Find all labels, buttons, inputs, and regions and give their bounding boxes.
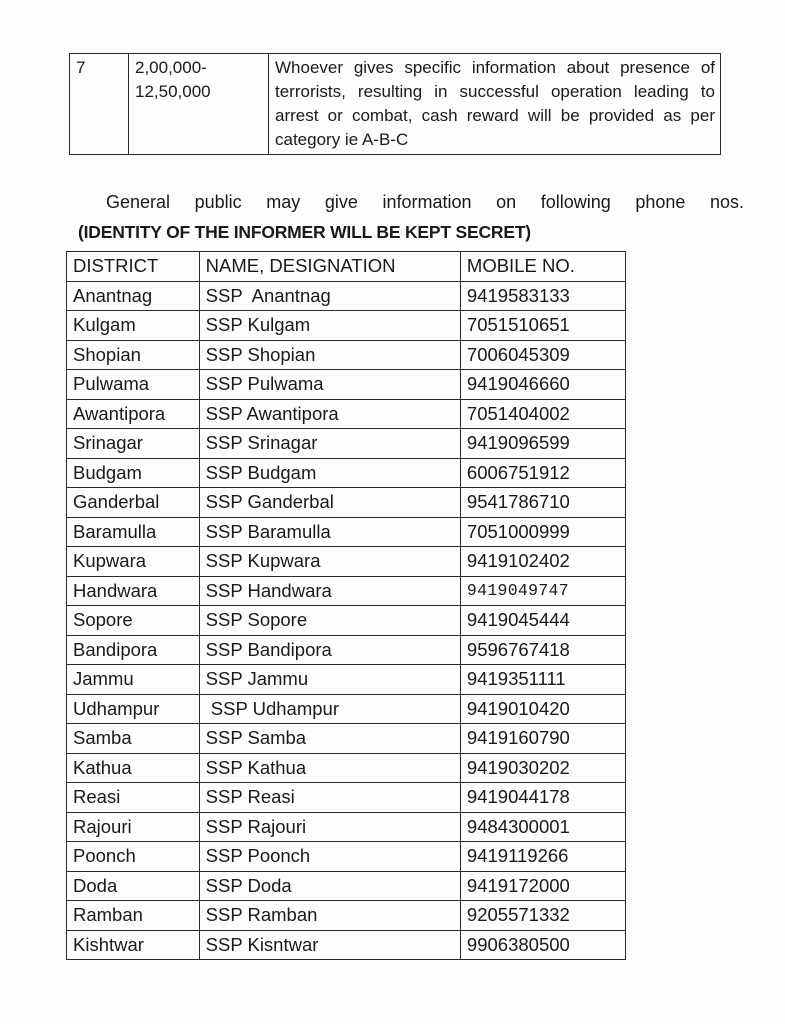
designation-cell: SSP Sopore — [199, 606, 460, 636]
district-cell: Kupwara — [67, 547, 200, 577]
header-name-designation: NAME, DESIGNATION — [199, 252, 460, 282]
district-cell: Anantnag — [67, 281, 200, 311]
mobile-number-cell: 9419046660 — [460, 370, 625, 400]
district-cell: Doda — [67, 871, 200, 901]
contact-row — [67, 753, 626, 783]
designation-cell: SSP Udhampur — [199, 694, 460, 724]
designation-cell: SSP Pulwama — [199, 370, 460, 400]
district-cell: Sopore — [67, 606, 200, 636]
contact-row — [67, 930, 626, 960]
designation-cell: SSP Poonch — [199, 842, 460, 872]
mobile-number-cell: 9596767418 — [460, 635, 625, 665]
contact-row — [67, 665, 626, 695]
contact-row — [67, 576, 626, 606]
mobile-number-cell: 9419351111 — [460, 665, 625, 695]
mobile-number-cell: 7051404002 — [460, 399, 625, 429]
contact-row — [67, 370, 626, 400]
mobile-number-cell: 9484300001 — [460, 812, 625, 842]
contact-row — [67, 694, 626, 724]
mobile-number-cell: 7051510651 — [460, 311, 625, 341]
contact-row — [67, 488, 626, 518]
mobile-number-cell: 9541786710 — [460, 488, 625, 518]
contact-row — [67, 724, 626, 754]
designation-cell: SSP Kisntwar — [199, 930, 460, 960]
contact-row — [67, 429, 626, 459]
mobile-number-cell: 9419160790 — [460, 724, 625, 754]
informer-secret-notice: (IDENTITY OF THE INFORMER WILL BE KEPT SECRET) — [78, 222, 531, 242]
contact-row — [67, 842, 626, 872]
contact-row — [67, 547, 626, 577]
district-cell: Srinagar — [67, 429, 200, 459]
district-cell: Reasi — [67, 783, 200, 813]
contact-row — [67, 458, 626, 488]
mobile-number-cell: 9205571332 — [460, 901, 625, 931]
designation-cell: SSP Reasi — [199, 783, 460, 813]
contact-row — [67, 517, 626, 547]
contact-row — [67, 871, 626, 901]
mobile-number-cell: 9419172000 — [460, 871, 625, 901]
designation-cell: SSP Anantnag — [199, 281, 460, 311]
mobile-number-cell: 9419044178 — [460, 783, 625, 813]
district-cell: Awantipora — [67, 399, 200, 429]
designation-cell: SSP Kathua — [199, 753, 460, 783]
designation-cell: SSP Awantipora — [199, 399, 460, 429]
contact-row — [67, 812, 626, 842]
designation-cell: SSP Ganderbal — [199, 488, 460, 518]
district-cell: Baramulla — [67, 517, 200, 547]
contact-row — [67, 783, 626, 813]
designation-cell: SSP Doda — [199, 871, 460, 901]
mobile-number-cell: 9419119266 — [460, 842, 625, 872]
mobile-number-cell: 9419030202 — [460, 753, 625, 783]
header-mobile-no: MOBILE NO. — [460, 252, 625, 282]
designation-cell: SSP Samba — [199, 724, 460, 754]
mobile-number-cell: 9419102402 — [460, 547, 625, 577]
contact-row — [67, 399, 626, 429]
reward-table — [69, 53, 721, 155]
mobile-number-cell: 9419010420 — [460, 694, 625, 724]
designation-cell: SSP Baramulla — [199, 517, 460, 547]
district-cell: Bandipora — [67, 635, 200, 665]
designation-cell: SSP Kulgam — [199, 311, 460, 341]
district-cell: Udhampur — [67, 694, 200, 724]
contact-table-header — [67, 252, 626, 282]
intro-section — [78, 190, 744, 244]
district-cell: Kishtwar — [67, 930, 200, 960]
reward-amount-min: 2,00,000- — [135, 58, 207, 77]
designation-cell: SSP Bandipora — [199, 635, 460, 665]
designation-cell: SSP Srinagar — [199, 429, 460, 459]
mobile-number-cell: 9419045444 — [460, 606, 625, 636]
district-cell: Budgam — [67, 458, 200, 488]
contact-row — [67, 606, 626, 636]
designation-cell: SSP Ramban — [199, 901, 460, 931]
district-cell: Shopian — [67, 340, 200, 370]
contact-row — [67, 311, 626, 341]
contact-row — [67, 635, 626, 665]
mobile-number-cell: 9419583133 — [460, 281, 625, 311]
contact-table — [66, 251, 626, 960]
district-cell: Ramban — [67, 901, 200, 931]
contact-row — [67, 281, 626, 311]
contact-table-body — [67, 281, 626, 960]
district-cell: Rajouri — [67, 812, 200, 842]
mobile-number-cell: 9419096599 — [460, 429, 625, 459]
mobile-number-cell: 6006751912 — [460, 458, 625, 488]
designation-cell: SSP Budgam — [199, 458, 460, 488]
general-public-text: General public may give information on following phone nos. — [106, 192, 744, 212]
designation-cell: SSP Handwara — [199, 576, 460, 606]
mobile-number-cell: 9419049747 — [460, 576, 625, 606]
reward-row — [70, 54, 721, 155]
district-cell: Jammu — [67, 665, 200, 695]
reward-serial: 7 — [70, 54, 129, 155]
district-cell: Poonch — [67, 842, 200, 872]
mobile-number-cell: 7051000999 — [460, 517, 625, 547]
designation-cell: SSP Kupwara — [199, 547, 460, 577]
reward-amount-max: 12,50,000 — [135, 82, 211, 101]
district-cell: Samba — [67, 724, 200, 754]
designation-cell: SSP Shopian — [199, 340, 460, 370]
designation-cell: SSP Jammu — [199, 665, 460, 695]
contact-row — [67, 340, 626, 370]
reward-description: Whoever gives specific information about presence of terrorists, resulting in successful operation leading to arrest or combat, cash reward will be provided as per category ie A-B-C — [269, 54, 721, 155]
district-cell: Kulgam — [67, 311, 200, 341]
designation-cell: SSP Rajouri — [199, 812, 460, 842]
reward-amount-range — [129, 54, 269, 155]
mobile-number-cell: 7006045309 — [460, 340, 625, 370]
district-cell: Kathua — [67, 753, 200, 783]
header-district: DISTRICT — [67, 252, 200, 282]
district-cell: Handwara — [67, 576, 200, 606]
district-cell: Pulwama — [67, 370, 200, 400]
contact-row — [67, 901, 626, 931]
district-cell: Ganderbal — [67, 488, 200, 518]
mobile-number-cell: 9906380500 — [460, 930, 625, 960]
